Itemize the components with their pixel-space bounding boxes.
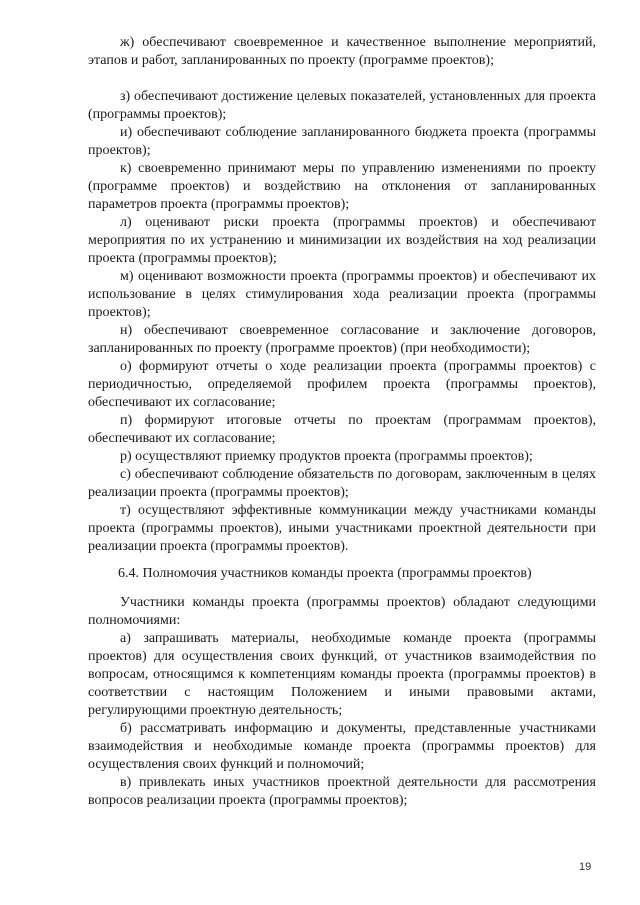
list-item-m: м) оценивают возможности проекта (программы проектов) и обеспечивают их использование в целях стимулирования хода реализации проекта (программы проектов); <box>88 269 596 320</box>
section-item-b: б) рассматривать информацию и документы, представленные участниками взаимодействия и необходимые команде проекта (программы проектов) для осуществления своих функций и полномочий; <box>88 721 596 772</box>
section-heading: 6.4. Полномочия участников команды проекта (программы проектов) <box>118 566 532 581</box>
list-item-i: и) обеспечивают соблюдение запланированного бюджета проекта (программы проектов); <box>88 125 596 158</box>
list-item-k: к) своевременно принимают меры по управлению изменениями по проекту (программе проектов) и воздействию на отклонения от запланированных параметров проекта (программы проектов); <box>88 161 596 212</box>
section-item-a: а) запрашивать материалы, необходимые команде проекта (программы проектов) для осуществления своих функций, от участников взаимодействия по вопросам, относящимся к компетенциям команды проекта (программы проектов) в соответствии с настоящим Положением и иными правовыми актами, регулирующими проектную деятельность; <box>88 631 596 718</box>
list-item-n: н) обеспечивают своевременное согласование и заключение договоров, запланированных по проекту (программе проектов) (при необходимости); <box>88 323 596 356</box>
list-item-t: т) осуществляют эффективные коммуникации между участниками команды проекта (программы проектов), иными участниками проектной деятельности при реализации проекта (программы проектов). <box>88 503 596 554</box>
section-item-v: в) привлекать иных участников проектной деятельности для рассмотрения вопросов реализации проекта (программы проектов); <box>88 775 596 808</box>
list-item-l: л) оценивают риски проекта (программы проектов) и обеспечивают мероприятия по их устранению и минимизации их воздействия на ход реализации проекта (программы проектов); <box>88 215 596 266</box>
list-item-z: з) обеспечивают достижение целевых показателей, установленных для проекта (программы проектов); <box>88 89 596 122</box>
section-intro: Участники команды проекта (программы проектов) обладают следующими полномочиями: <box>88 595 596 628</box>
list-item-s: с) обеспечивают соблюдение обязательств по договорам, заключенным в целях реализации проекта (программы проектов); <box>88 467 596 500</box>
list-item-o: о) формируют отчеты о ходе реализации проекта (программы проектов) с периодичностью, определяемой профилем проекта (программы проектов), обеспечивают их согласование; <box>88 359 596 410</box>
page-number: 19 <box>579 861 592 873</box>
list-item-zh: ж) обеспечивают своевременное и качественное выполнение мероприятий, этапов и работ, запланированных по проекту (программе проектов); <box>88 35 596 68</box>
list-item-p: п) формируют итоговые отчеты по проектам (программам проектов), обеспечивают их согласование; <box>88 413 596 446</box>
list-item-r: р) осуществляют приемку продуктов проекта (программы проектов); <box>120 449 533 464</box>
